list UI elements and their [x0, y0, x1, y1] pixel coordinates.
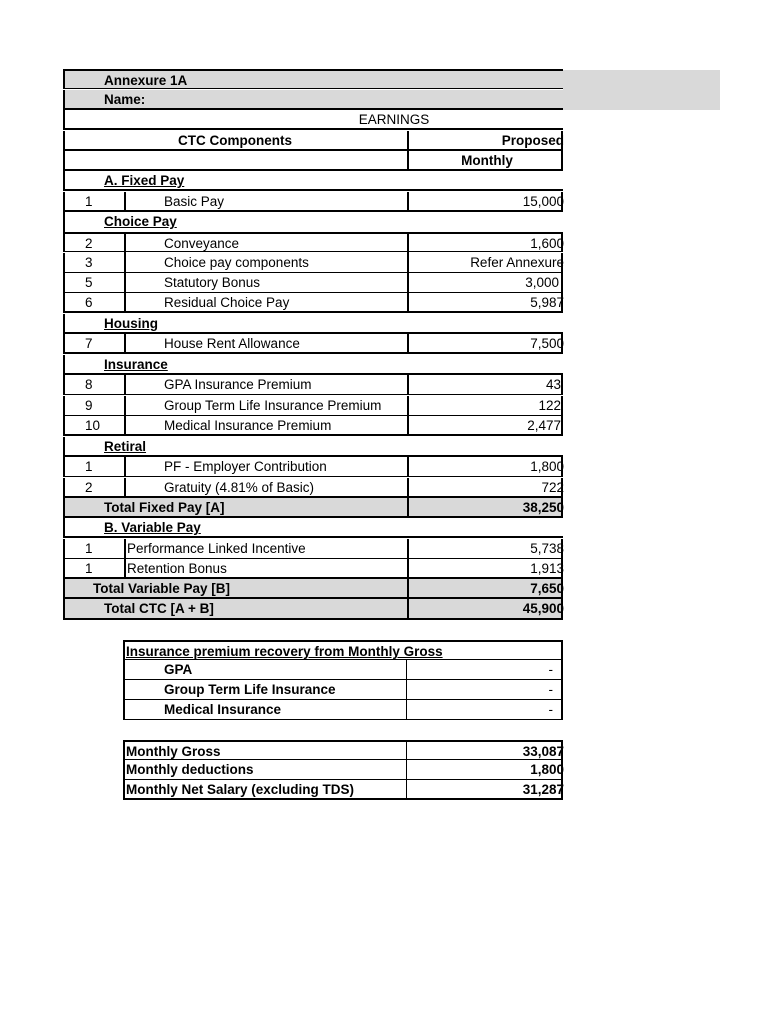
- row-number: 8: [65, 375, 126, 395]
- row-number: 1: [65, 539, 126, 559]
- total-value: 7,650: [407, 579, 565, 599]
- summary-value: 33,087: [406, 742, 565, 762]
- row-value: 1,913: [407, 559, 565, 579]
- row-label: Group Term Life Insurance Premium: [164, 398, 382, 413]
- row-number: 9: [65, 396, 126, 416]
- row-retention-bonus: [63, 559, 563, 579]
- row-number: 7: [65, 334, 126, 354]
- row-hra: [63, 334, 563, 354]
- row-number: 5: [65, 273, 126, 293]
- row-label: Residual Choice Pay: [164, 295, 290, 310]
- section-variable-pay: [63, 518, 563, 538]
- total-variable-row: [63, 579, 563, 599]
- recovery-title-row: [123, 640, 563, 660]
- total-label: Total Fixed Pay [A]: [104, 500, 225, 515]
- section-label: Retiral: [104, 439, 147, 454]
- row-value: 7,500: [407, 334, 565, 354]
- row-conveyance: [63, 232, 563, 252]
- recovery-row: [123, 660, 563, 680]
- row-gpa-premium: [63, 375, 563, 395]
- row-pf-employer: [63, 457, 563, 477]
- summary-label: Monthly Gross: [126, 744, 221, 759]
- total-value: 45,900: [407, 599, 565, 619]
- row-label: Performance Linked Incentive: [127, 541, 306, 556]
- row-value: 5,738: [407, 539, 565, 559]
- row-value: 5,987: [407, 293, 565, 313]
- row-gtli-premium: [63, 396, 563, 416]
- row-number: 2: [65, 234, 126, 254]
- row-value: 3,000: [407, 273, 565, 293]
- section-label: Housing: [104, 316, 158, 331]
- row-value: 1,600: [407, 234, 565, 254]
- section-fixed-pay: [63, 171, 563, 191]
- recovery-row: [123, 700, 563, 720]
- summary-row-net-salary: [123, 780, 563, 800]
- section-label: B. Variable Pay: [104, 520, 201, 535]
- monthly-header-row: [63, 151, 563, 171]
- row-value: 43: [407, 375, 565, 395]
- row-value: 122: [407, 396, 565, 416]
- row-performance-incentive: [63, 539, 563, 559]
- column-header-row: [63, 131, 563, 151]
- section-label: Insurance: [104, 357, 168, 372]
- name-label: Name:: [104, 92, 146, 107]
- section-housing: [63, 314, 563, 334]
- earnings-row: [63, 110, 563, 130]
- total-ctc-row: [63, 599, 563, 620]
- row-label: Conveyance: [164, 236, 240, 251]
- section-insurance: [63, 355, 563, 375]
- annexure-title: Annexure 1A: [104, 73, 188, 88]
- row-value: 2,477: [407, 416, 565, 436]
- row-value: Refer Annexure: [407, 253, 565, 273]
- recovery-value: -: [406, 680, 565, 700]
- row-medical-premium: [63, 416, 563, 436]
- recovery-value: -: [406, 700, 565, 720]
- row-basic-pay: [63, 192, 563, 212]
- row-choice-components: [63, 253, 563, 273]
- row-gratuity: [63, 478, 563, 498]
- row-label: Medical Insurance Premium: [164, 418, 332, 433]
- total-value: 38,250: [407, 498, 565, 518]
- row-label: Statutory Bonus: [164, 275, 261, 290]
- recovery-label: Medical Insurance: [164, 702, 282, 717]
- row-residual-choice-pay: [63, 293, 563, 313]
- total-fixed-row: [63, 498, 563, 518]
- recovery-title: Insurance premium recovery from Monthly Gross: [126, 644, 443, 659]
- section-retiral: [63, 437, 563, 457]
- summary-row-deductions: [123, 760, 563, 780]
- row-number: 2: [65, 478, 126, 498]
- row-label: PF - Employer Contribution: [164, 459, 327, 474]
- summary-label: Monthly deductions: [126, 762, 254, 777]
- row-value: 15,000: [407, 192, 565, 212]
- summary-row-gross: [123, 740, 563, 760]
- recovery-value: -: [406, 660, 565, 680]
- row-label: Gratuity (4.81% of Basic): [164, 480, 315, 495]
- row-number: 1: [65, 457, 126, 477]
- recovery-row: [123, 680, 563, 700]
- summary-value: 31,287: [406, 780, 565, 800]
- header-shading: [563, 70, 720, 110]
- recovery-label: Group Term Life Insurance: [164, 682, 336, 697]
- col-proposed: Proposed: [407, 131, 565, 151]
- row-label: Basic Pay: [164, 194, 225, 209]
- row-label: House Rent Allowance: [164, 336, 300, 351]
- section-choice-pay: [63, 212, 563, 232]
- row-number: 3: [65, 253, 126, 273]
- row-number: 6: [65, 293, 126, 313]
- col-monthly: Monthly: [407, 151, 565, 171]
- row-number: 10: [65, 416, 126, 436]
- section-label: A. Fixed Pay: [104, 173, 185, 188]
- row-statutory-bonus: [63, 273, 563, 293]
- summary-label: Monthly Net Salary (excluding TDS): [126, 782, 355, 797]
- row-label: Retention Bonus: [127, 561, 227, 576]
- total-label: Total Variable Pay [B]: [93, 581, 231, 596]
- row-number: 1: [65, 559, 126, 579]
- name-row: [63, 90, 563, 110]
- annexure-row: [63, 69, 563, 89]
- row-label: GPA Insurance Premium: [164, 377, 312, 392]
- earnings-heading: EARNINGS: [358, 112, 430, 127]
- row-value: 1,800: [407, 457, 565, 477]
- col-ctc-components: CTC Components: [178, 133, 292, 148]
- section-label: Choice Pay: [104, 214, 177, 229]
- row-value: 722: [407, 478, 565, 498]
- recovery-label: GPA: [164, 662, 193, 677]
- summary-value: 1,800: [406, 760, 565, 780]
- total-label: Total CTC [A + B]: [104, 601, 214, 616]
- row-number: 1: [65, 192, 126, 212]
- row-label: Choice pay components: [164, 255, 309, 270]
